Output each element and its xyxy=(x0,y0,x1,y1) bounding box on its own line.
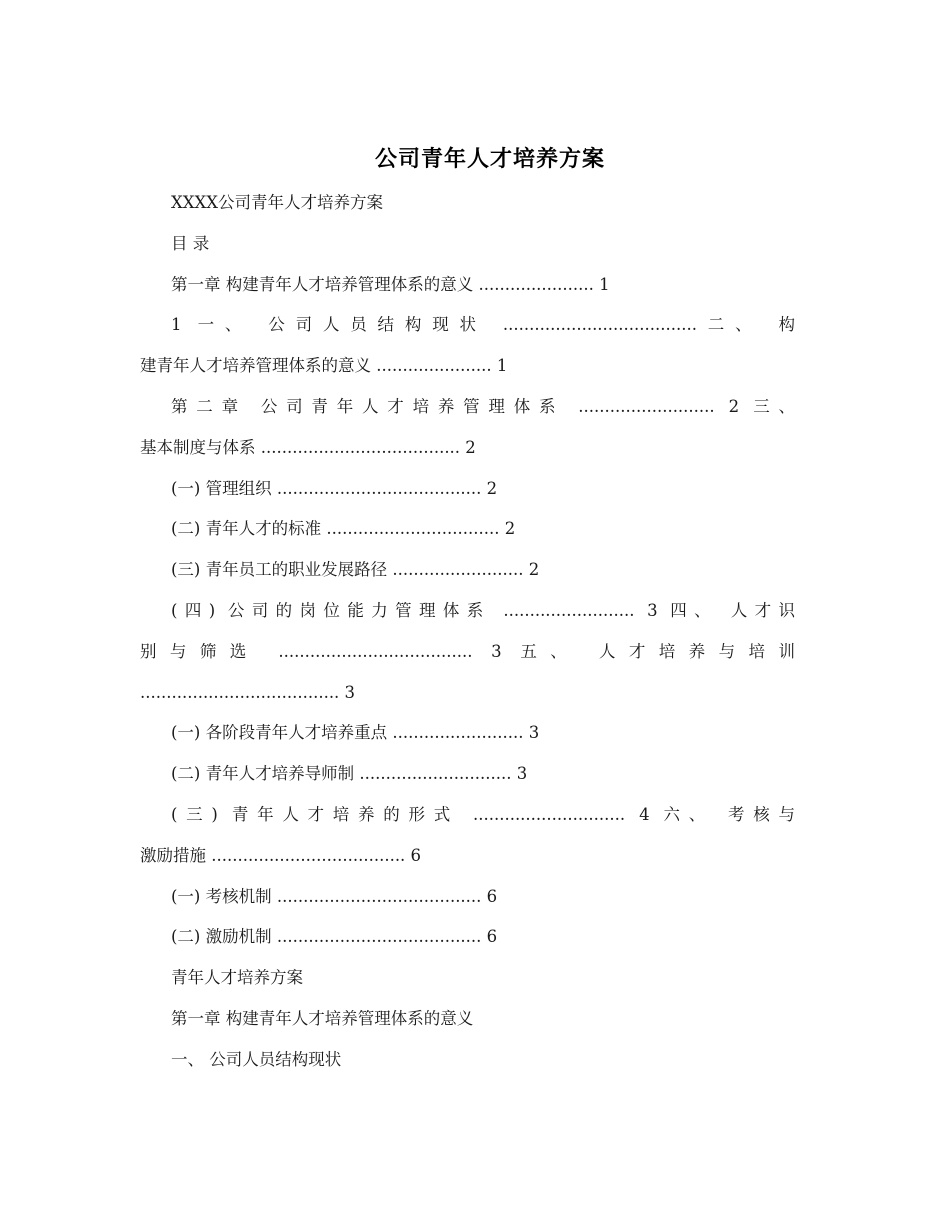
text-line: 青年人才培养方案 xyxy=(171,968,303,988)
text-line: 1 一、 公司人员结构现状 .....................................二、 构 xyxy=(171,315,795,335)
text-line: (四) 公司的岗位能力管理体系 ......................... 3 四、 人才识 xyxy=(171,600,795,620)
text-line: 第一章 构建青年人才培养管理体系的意义 ...................... 1 xyxy=(171,274,610,294)
text-line: (二) 激励机制 ....................................... 6 xyxy=(171,927,498,947)
text-line: XXXX公司青年人才培养方案 xyxy=(171,193,383,212)
text-line: (一) 考核机制 ....................................... 6 xyxy=(171,886,498,906)
text-line: (一) 管理组织 ....................................... 2 xyxy=(171,478,498,498)
document-title: 公司青年人才培养方案 xyxy=(374,146,605,172)
text-line: (一) 各阶段青年人才培养重点 ......................... 3 xyxy=(171,723,540,743)
text-line: 建青年人才培养管理体系的意义 ...................... 1 xyxy=(140,356,508,376)
text-line: (二) 青年人才的标准 ................................. 2 xyxy=(171,519,516,539)
text-line: 第二章 公司青年人才培养管理体系 .......................... 2 三、 xyxy=(171,396,795,416)
text-line: 一、 公司人员结构现状 xyxy=(171,1049,342,1069)
text-line: 第一章 构建青年人才培养管理体系的意义 xyxy=(171,1008,474,1028)
text-line: ...................................... 3 xyxy=(140,682,356,702)
text-line: (二) 青年人才培养导师制 ............................. 3 xyxy=(171,764,528,784)
text-line: 别与筛选 ..................................... 3 五、 人才培养与培训 xyxy=(140,641,795,661)
text-line: 激励措施 ..................................... 6 xyxy=(140,845,422,865)
text-line: (三) 青年员工的职业发展路径 ......................... 2 xyxy=(171,560,540,580)
text-line: 基本制度与体系 ...................................... 2 xyxy=(140,437,476,457)
text-line: (三) 青年人才培养的形式 ............................. 4 六、 考核与 xyxy=(171,804,795,824)
document-body xyxy=(140,183,795,1081)
text-line: 目 录 xyxy=(171,233,210,253)
